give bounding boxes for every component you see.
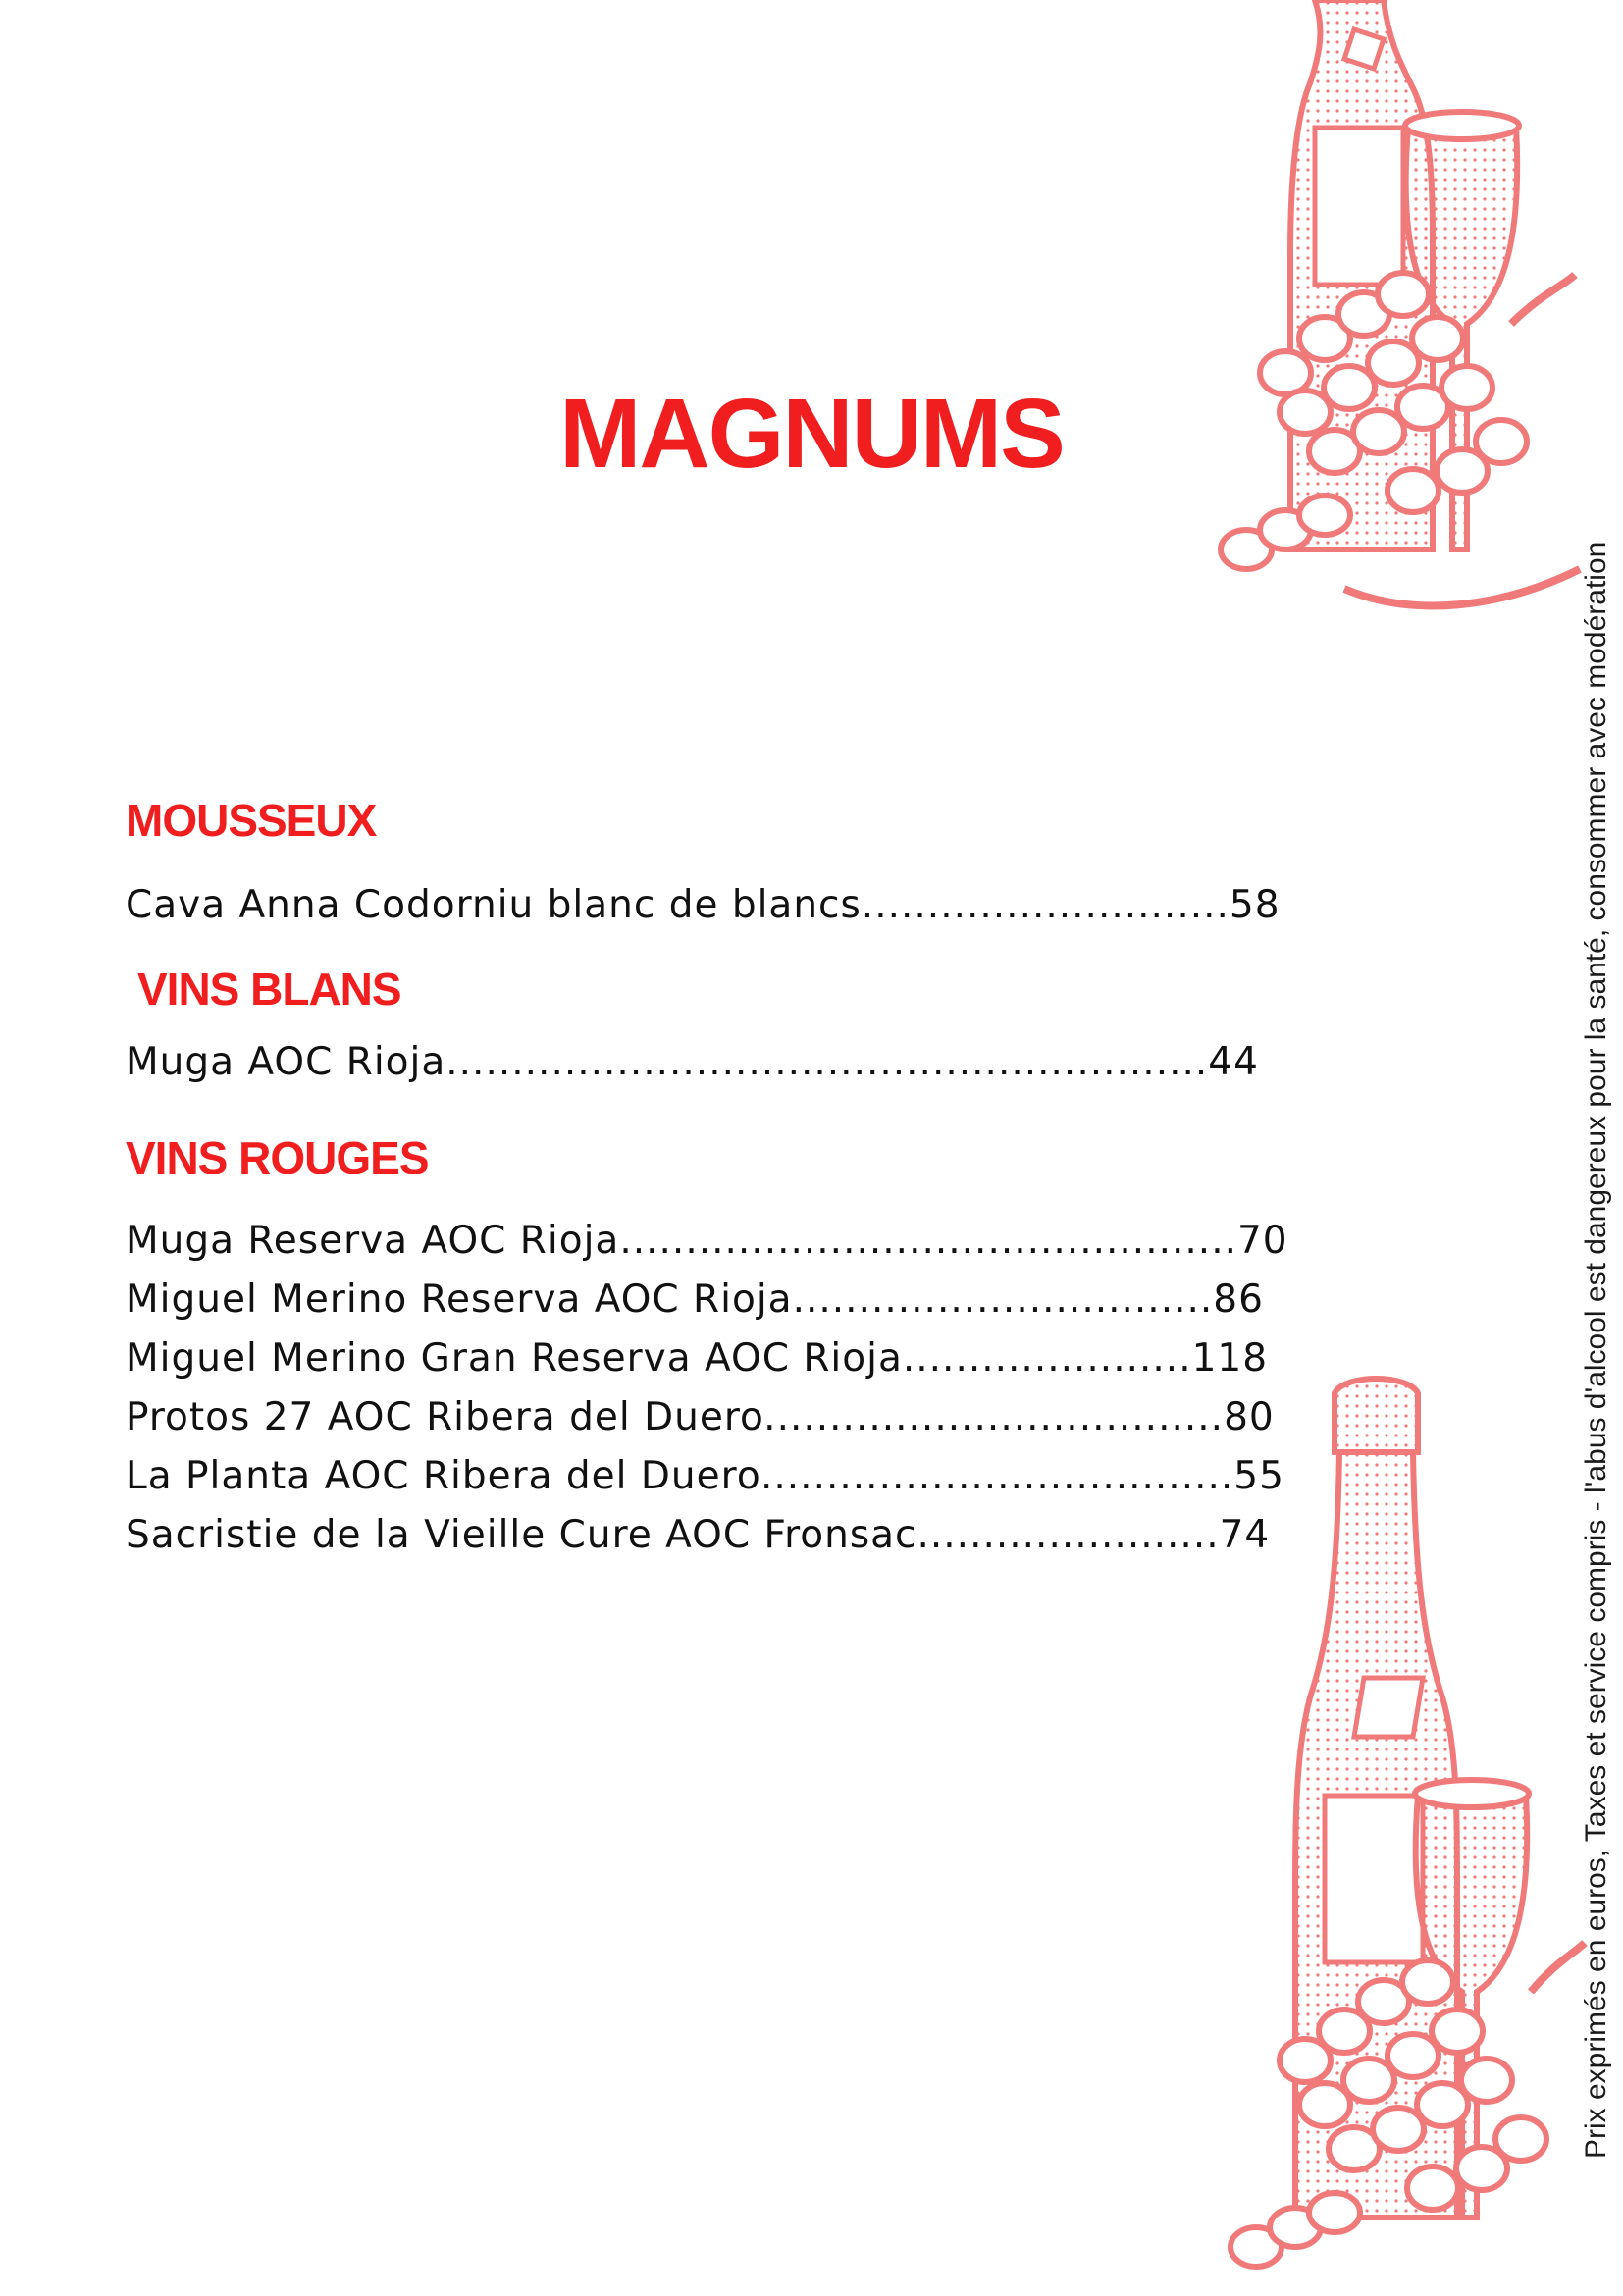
menu-item: Protos 27 AOC Ribera del Duero...................................80 xyxy=(126,1395,1275,1439)
page-title: MAGNUMS xyxy=(559,379,1064,489)
section-heading-vins-rouges: VINS ROUGES xyxy=(126,1132,429,1183)
menu-item: Miguel Merino Reserva AOC Rioja................................86 xyxy=(126,1278,1264,1322)
menu-item: Cava Anna Codorniu blanc de blancs............................58 xyxy=(126,883,1281,927)
section-heading-mousseux: MOUSSEUX xyxy=(126,795,377,846)
menu-item: La Planta AOC Ribera del Duero....................................55 xyxy=(126,1454,1284,1498)
wine-illustration-top xyxy=(1187,0,1623,628)
menu-item: Muga Reserva AOC Rioja...............................................70 xyxy=(126,1219,1288,1263)
section-heading-vins-blans: VINS BLANS xyxy=(137,964,401,1015)
menu-item: Miguel Merino Gran Reserva AOC Rioja......................118 xyxy=(126,1336,1269,1381)
legal-disclaimer: Prix exprimés en euros, Taxes et service compris - l'abus d'alcool est dangereux pour la santé, consommer avec modération xyxy=(1580,541,1612,2159)
menu-item: Muga AOC Rioja..........................................................44 xyxy=(126,1040,1259,1084)
menu-item: Sacristie de la Vieille Cure AOC Fronsac.......................74 xyxy=(126,1513,1271,1557)
